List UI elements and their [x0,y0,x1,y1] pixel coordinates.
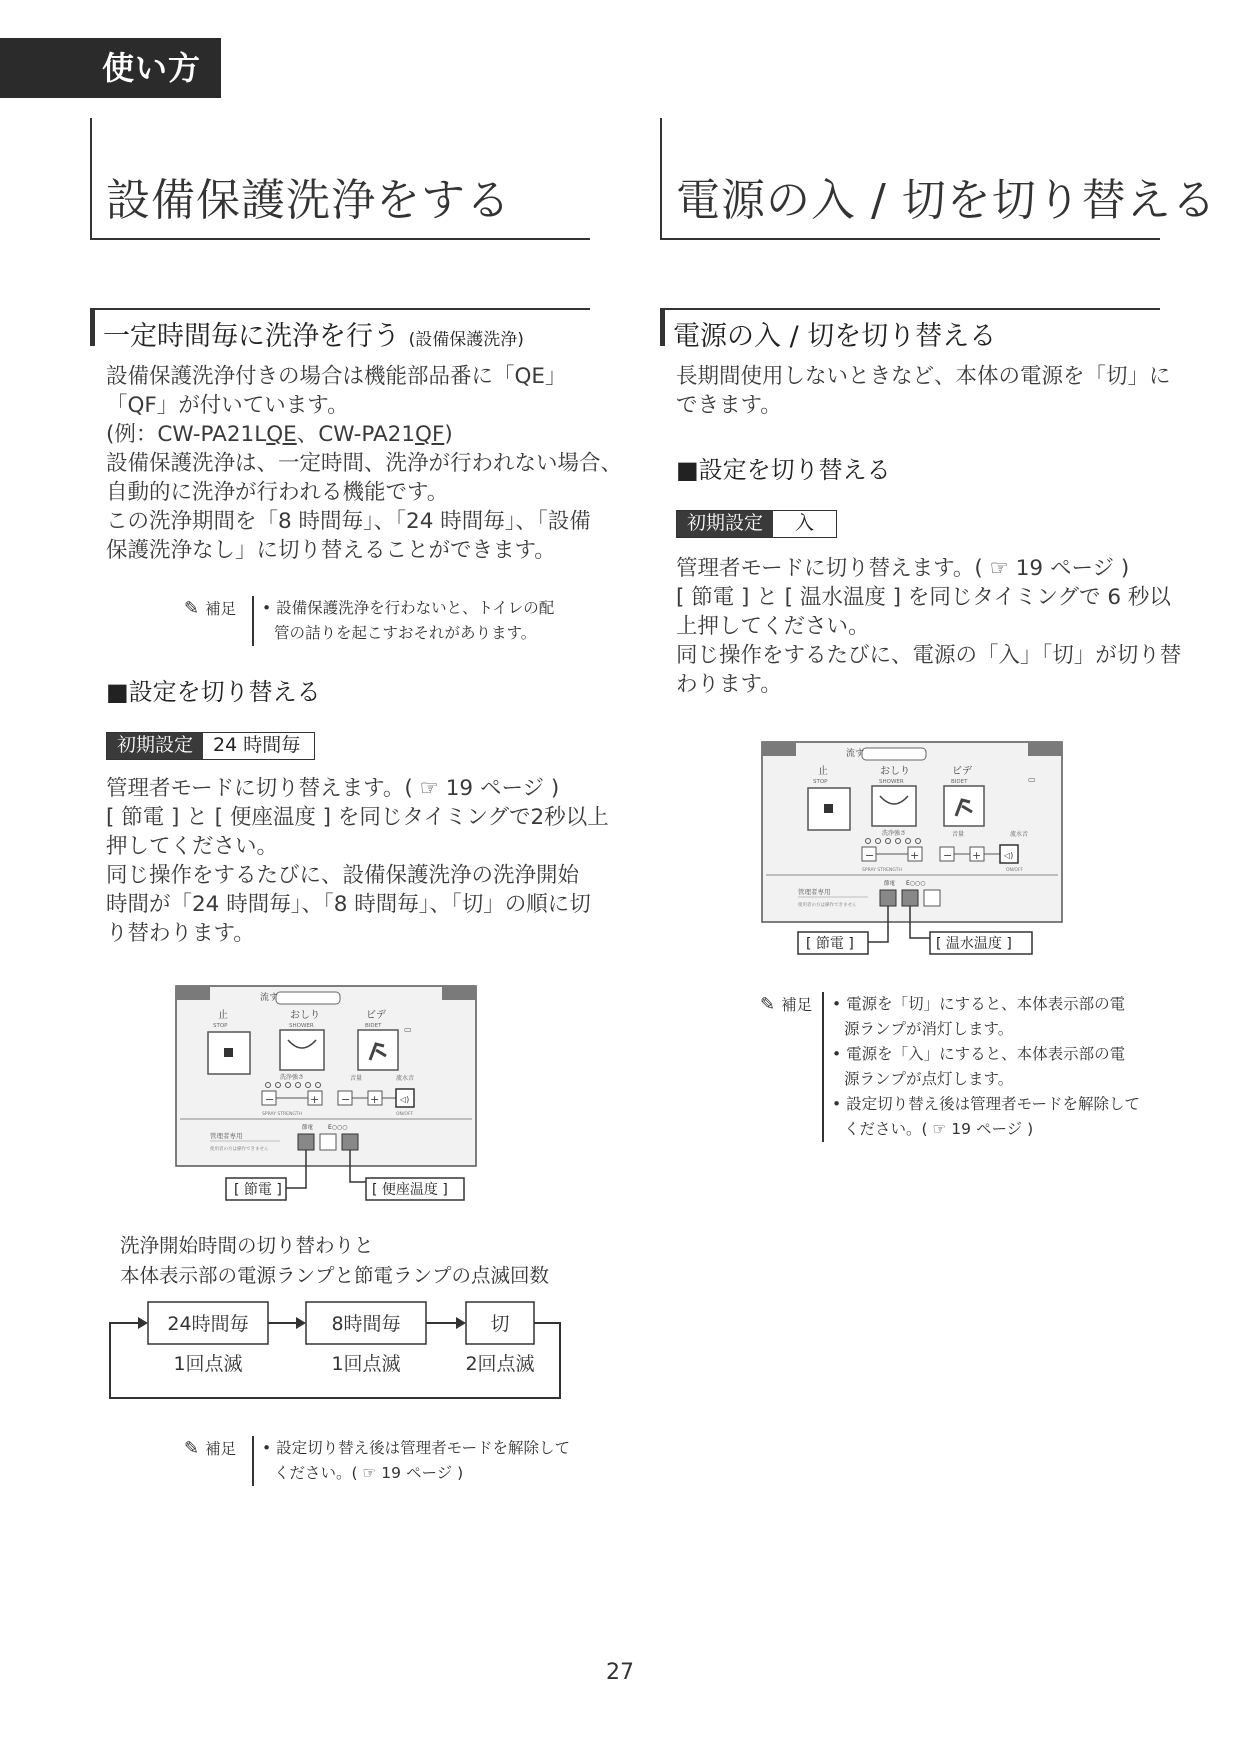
shower-en-label: SHOWER [289,1023,314,1029]
seat-temp-callout: [ 便座温度 ] [372,1182,448,1198]
strength-en-label: SPRAY STRENGTH [862,868,902,873]
right-setting-heading: ■設定を切り替える [676,456,891,484]
right-note [760,992,1180,1142]
pencil-icon: ✎ [184,598,200,619]
flow-caption-line: 洗浄開始時間の切り替わりと [120,1234,374,1257]
text-line: 設備保護洗浄付きの場合は機能部品番に「QE」 [106,364,567,389]
right-procedure-paragraph [676,554,1182,699]
right-main-title [660,118,1217,240]
text-line: り替わります。 [106,921,255,946]
init-label: 初期設定 [677,511,773,537]
bidet-label: ビデ [952,766,972,777]
admin-label: 管理者専用 [798,888,831,896]
note-line: ください。( ☞ 19 ページ ) [844,1120,1034,1138]
text-line: 押してください。 [106,834,279,859]
cycle-flow-diagram [106,1300,576,1404]
flow-box-8h-label: 8時間毎 [331,1313,401,1335]
setsuden-small-label: 節電 [302,1125,314,1131]
note-line: • 設定切り替え後は管理者モードを解除して [262,1439,570,1457]
left-main-title [90,118,590,240]
strength-en-label: SPRAY STRENGTH [262,1112,302,1117]
flow-box-off-label: 切 [490,1313,510,1335]
left-remote-panel-diagram [170,984,510,1206]
text-line: 上押してください。 [676,614,870,639]
text-line: この洗浄期間を「8 時間毎」、「24 時間毎」、「設備 [106,509,591,534]
bidet-label: ビデ [366,1010,386,1021]
onoff-label: ON/OFF [1006,868,1024,873]
left-intro-paragraph [106,362,623,565]
right-remote-panel-diagram [756,740,1076,962]
text-line: 自動的に洗浄が行われる機能です。 [106,480,449,505]
setsuden-button [298,1134,314,1150]
admin-sub-label: 使用者の方は操作できません [210,1147,269,1152]
seat-temp-button [924,890,940,906]
seat-temp-button [342,1134,358,1150]
stop-label: 止 [818,766,828,777]
setsuden-callout: [ 節電 ] [806,936,854,952]
note-label: 補足 [205,600,237,618]
note-line: • 電源を「切」にすると、本体表示部の電 [832,995,1126,1013]
model-example-line: (例：CW-PA21LQE、CW-PA21QF) [106,422,453,447]
stop-en-label: STOP [213,1023,228,1029]
left-subhead-small: (設備保護洗浄) [408,330,524,350]
stop-icon [224,1048,233,1057]
init-value: 入 [795,512,815,534]
shower-button [280,1030,324,1070]
left-subhead-main: 一定時間毎に洗浄を行う [103,321,400,352]
flow-box-24h-label: 24時間毎 [167,1313,249,1335]
stop-icon [824,804,833,813]
note-line: • 設備保護洗浄を行わないと、トイレの配 [262,599,555,617]
svg-text:+: + [910,849,920,862]
flush-label: 流す [846,749,865,759]
init-value: 24 時間毎 [213,734,301,756]
note-line: • 電源を「入」にすると、本体表示部の電 [832,1045,1126,1063]
init-label: 初期設定 [107,733,203,759]
right-subheading [660,308,1160,352]
text-line: 設備保護洗浄は、一定時間、洗浄が行われない場合、 [106,451,623,476]
svg-text:+: + [310,1093,320,1106]
admin-label: 管理者専用 [210,1132,243,1140]
svg-text:−: − [865,849,875,862]
bidet-en-label: BIDET [951,779,968,785]
text-line: 時間が「24 時間毎」、「8 時間毎」、「切」の順に切 [106,892,591,917]
text-line: [ 節電 ] と [ 温水温度 ] を同じタイミングで 6 秒以 [676,585,1171,610]
text-line: 同じ操作をするたびに、設備保護洗浄の洗浄開始 [106,863,580,888]
svg-text:◁): ◁) [400,1095,410,1104]
svg-text:▭: ▭ [404,1025,412,1034]
setsuden-callout: [ 節電 ] [234,1182,282,1198]
note-line: 管の詰りを起こすおそれがあります。 [274,624,537,642]
note-label: 補足 [781,996,813,1014]
svg-text:▭: ▭ [1028,775,1036,784]
setsuden-small-label: 節電 [884,881,896,887]
left-setting-heading: ■設定を切り替える [106,678,321,706]
admin-sub-label: 使用者の方は操作できません [798,903,857,908]
sound-label: 流水音 [396,1075,415,1082]
note-line: 源ランプが点灯します。 [844,1070,1014,1088]
flow-sub-8h: 1回点滅 [331,1353,401,1375]
left-column [90,118,623,946]
text-line: 同じ操作をするたびに、電源の「入」「切」が切り替 [676,643,1182,668]
eco-indicator: E○○○ [328,1124,348,1131]
flow-caption [120,1231,549,1291]
flow-caption-line: 本体表示部の電源ランプと節電ランプの点滅回数 [120,1264,550,1287]
text-line: 「QF」が付いています。 [106,393,349,418]
text-line: 管理者モードに切り替えます。( ☞ 19 ページ ) [676,556,1130,581]
right-title-text: 電源の入 / 切を切り替える [676,175,1217,226]
svg-text:−: − [943,849,953,862]
text-line: [ 節電 ] と [ 便座温度 ] を同じタイミングで2秒以上 [106,805,609,830]
pencil-icon: ✎ [184,1438,200,1459]
text-line: 保護洗浄なし」に切り替えることができます。 [106,538,556,563]
text-line: わります。 [676,672,782,697]
shower-label: おしり [880,766,910,777]
left-note-2 [184,1436,604,1488]
shower-label: おしり [290,1010,320,1021]
left-initial-setting-badge [106,732,315,760]
volume-label: 音量 [952,831,965,838]
left-note-1 [184,596,604,648]
shower-button [872,786,916,826]
right-intro-paragraph [676,362,1171,420]
svg-text:◁): ◁) [1004,851,1014,860]
strength-label: 洗浄強さ [280,1074,305,1081]
left-subheading [90,308,590,352]
section-tab: 使い方 [0,38,221,98]
page-number: 27 [606,1660,634,1685]
water-temp-callout: [ 温水温度 ] [936,936,1012,952]
text-line: できます。 [676,393,782,418]
right-subhead-text: 電源の入 / 切を切り替える [673,321,997,352]
bidet-en-label: BIDET [365,1023,382,1029]
strength-label: 洗浄強さ [882,830,907,837]
water-temp-button [902,890,918,906]
note-line: 源ランプが消灯します。 [844,1020,1014,1038]
setsuden-button [880,890,896,906]
note-line: • 設定切り替え後は管理者モードを解除して [832,1095,1140,1113]
onoff-label: ON/OFF [396,1112,414,1117]
pencil-icon: ✎ [760,994,776,1015]
flow-sub-24h: 1回点滅 [173,1353,243,1375]
right-column [660,118,1217,697]
note-label: 補足 [205,1440,237,1458]
flow-sub-off: 2回点滅 [465,1353,535,1375]
sound-label: 流水音 [1010,831,1029,838]
water-temp-button [320,1134,336,1150]
text-line: 長期間使用しないときなど、本体の電源を「切」に [676,364,1171,389]
stop-label: 止 [218,1010,228,1021]
flush-label: 流す [260,993,279,1003]
svg-text:+: + [972,849,982,862]
svg-text:−: − [265,1093,275,1106]
text-line: 管理者モードに切り替えます。( ☞ 19 ページ ) [106,776,560,801]
note-line: ください。( ☞ 19 ページ ) [274,1464,464,1482]
shower-en-label: SHOWER [879,779,904,785]
svg-text:−: − [341,1093,351,1106]
eco-indicator: E○○○ [906,880,926,887]
left-title-text: 設備保護洗浄をする [106,175,511,226]
stop-en-label: STOP [813,779,828,785]
volume-label: 音量 [350,1075,363,1082]
svg-text:+: + [370,1093,380,1106]
left-procedure-paragraph [106,774,609,948]
right-initial-setting-badge [676,510,837,538]
